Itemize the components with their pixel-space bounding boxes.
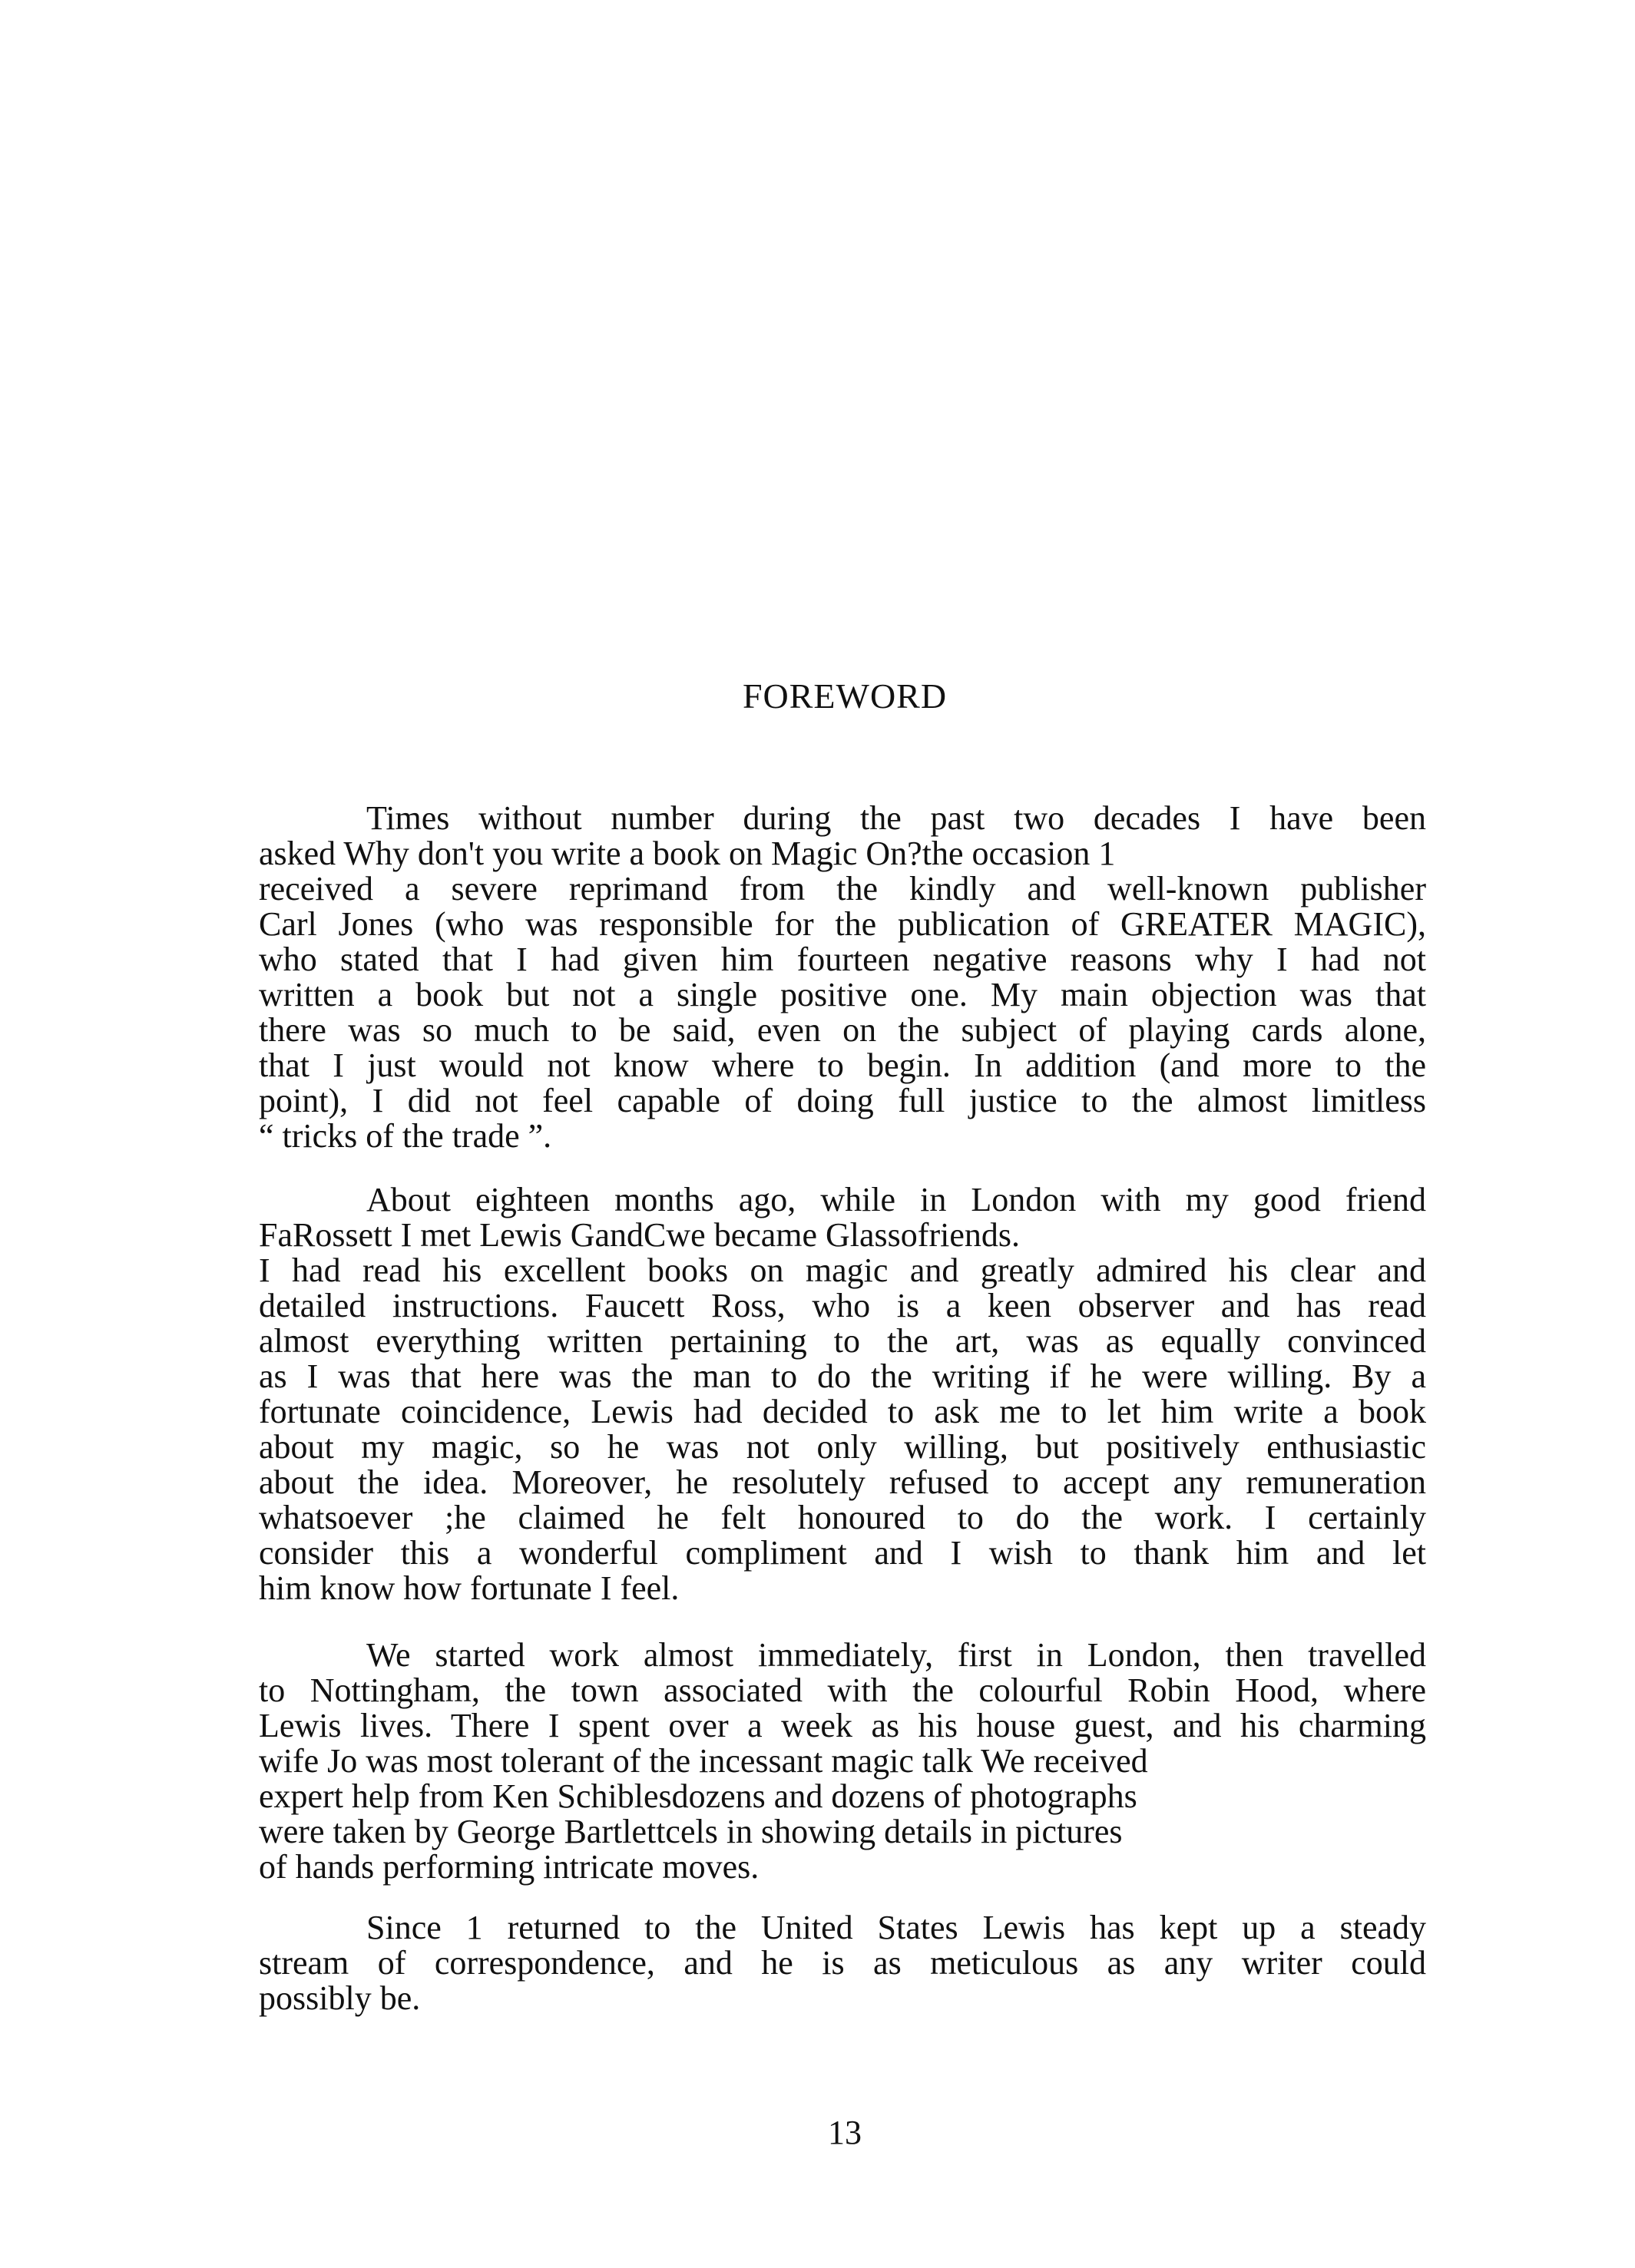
text-line: stream of correspondence, and he is as meticulous as any writer could [259,1944,1426,1982]
text-line: were taken by George Bartlettcels in showing details in pictures [259,1813,1123,1850]
text-line: of hands performing intricate moves. [259,1848,760,1886]
page-title: FOREWORD [742,676,948,716]
text-line: expert help from Ken Schiblesdozens and dozens of photographs [259,1777,1137,1815]
paragraph-4 [259,1910,1426,2016]
text-line: to Nottingham, the town associated with the colourful Robin Hood, where [259,1671,1426,1709]
text-line: Since 1 returned to the United States Lewis has kept up a steady [366,1909,1426,1946]
text-line: almost everything written pertaining to the art, was as equally convinced [259,1322,1426,1360]
text-line: that I just would not know where to begin. In addition (and more to the [259,1046,1426,1084]
text-line: possibly be. [259,1979,421,2017]
text-line: about the idea. Moreover, he resolutely refused to accept any remuneration [259,1463,1426,1501]
text-line: asked Why don't you write a book on Magic On?the occasion 1 [259,835,1116,872]
paragraph-1 [259,801,1426,1154]
paragraph-2 [259,1182,1426,1606]
text-line: Carl Jones (who was responsible for the publication of GREATER MAGIC), [259,905,1426,943]
text-line: him know how fortunate I feel. [259,1569,680,1607]
text-line: Times without number during the past two decades I have been [366,799,1426,837]
text-line: fortunate coincidence, Lewis had decided to ask me to let him write a book [259,1393,1426,1430]
text-line: “ tricks of the trade ”. [259,1117,552,1155]
text-line: Lewis lives. There I spent over a week as his house guest, and his charming [259,1707,1426,1744]
text-line: who stated that I had given him fourteen negative reasons why I had not [259,941,1426,978]
text-line: About eighteen months ago, while in London with my good friend [366,1181,1426,1218]
text-line: point), I did not feel capable of doing full justice to the almost limitless [259,1082,1426,1119]
paragraph-3 [259,1638,1426,1885]
text-line: as I was that here was the man to do the writing if he were willing. By a [259,1357,1426,1395]
text-line: FaRossett I met Lewis GandCwe became Glassofriends. [259,1216,1020,1254]
text-line: detailed instructions. Faucett Ross, who is a keen observer and has read [259,1287,1426,1324]
text-line: written a book but not a single positive one. My main objection was that [259,976,1426,1013]
text-line: We started work almost immediately, first in London, then travelled [366,1636,1426,1674]
page-number: 13 [828,2114,862,2151]
text-line: I had read his excellent books on magic and greatly admired his clear and [259,1251,1426,1289]
text-line: about my magic, so he was not only willing, but positively enthusiastic [259,1428,1426,1466]
text-line: wife Jo was most tolerant of the incessant magic talk We received [259,1742,1148,1780]
text-line: whatsoever ;he claimed he felt honoured to do the work. I certainly [259,1499,1426,1536]
text-line: received a severe reprimand from the kindly and well-known publisher [259,870,1426,908]
text-line: there was so much to be said, even on the subject of playing cards alone, [259,1011,1426,1049]
text-line: consider this a wonderful compliment and I wish to thank him and let [259,1534,1426,1572]
